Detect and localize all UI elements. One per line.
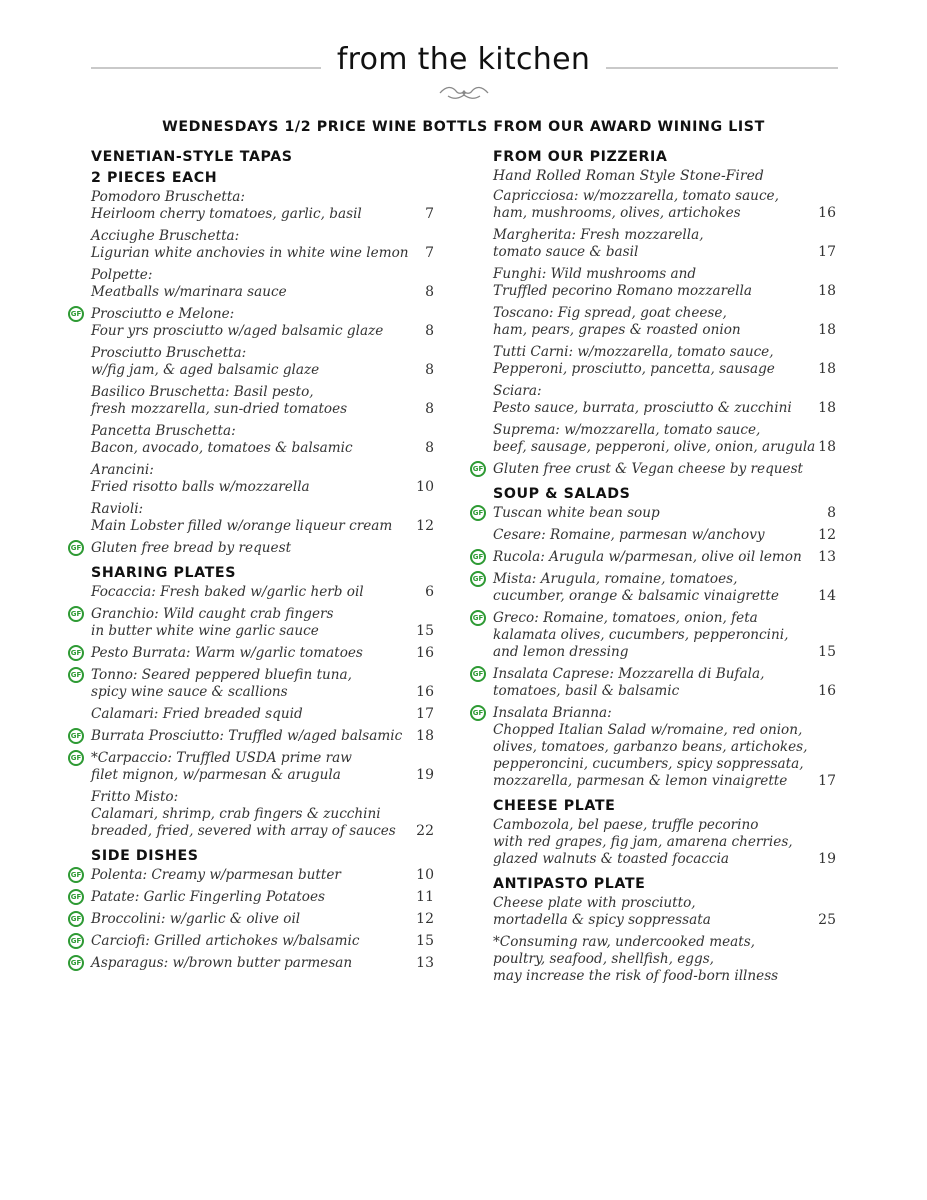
menu-item-text: filet mignon, w/parmesan & arugula: [91, 767, 341, 783]
gluten-free-badge-icon: GF: [470, 610, 486, 626]
menu-item: [68, 267, 440, 301]
menu-item-text: tomato sauce & basil: [493, 244, 639, 260]
menu-item-text: ham, pears, grapes & roasted onion: [493, 322, 741, 338]
menu-item: [68, 789, 440, 840]
gluten-free-badge-icon: GF: [68, 933, 84, 949]
menu-item-price: 13: [416, 955, 434, 971]
menu-item: [68, 462, 440, 496]
menu-item-price: 12: [818, 527, 836, 543]
menu-item: [68, 750, 440, 784]
menu-item-text: Pesto Burrata: Warm w/garlic tomatoes: [91, 645, 363, 661]
gluten-free-badge-icon: GF: [470, 666, 486, 682]
menu-item-price: 8: [827, 505, 836, 521]
menu-item-price: 13: [818, 549, 836, 565]
menu-item-price: 8: [425, 362, 434, 378]
menu-item-price: 12: [416, 518, 434, 534]
page-title: from the kitchen: [336, 42, 591, 77]
menu-item-text: Main Lobster filled w/orange liqueur cream: [91, 518, 393, 534]
gluten-free-badge-icon: GF: [470, 705, 486, 721]
menu-item-text: Carciofi: Grilled artichokes w/balsamic: [91, 933, 360, 949]
menu-item-text: Focaccia: Fresh baked w/garlic herb oil: [91, 584, 364, 600]
menu-item: [68, 889, 440, 906]
menu-item: [470, 505, 842, 522]
menu-item: [68, 706, 440, 723]
section-subtitle: Hand Rolled Roman Style Stone-Fired: [493, 168, 764, 184]
menu-item: [470, 344, 842, 378]
menu-item-price: 17: [818, 773, 836, 789]
menu-item-price: 8: [425, 323, 434, 339]
menu-item: [68, 345, 440, 379]
menu-item: [68, 728, 440, 745]
menu-item-text: Capricciosa: w/mozzarella, tomato sauce,: [493, 188, 779, 204]
menu-item: [470, 817, 842, 868]
menu-item: [470, 934, 842, 985]
menu-item: [470, 549, 842, 566]
gluten-free-badge-icon: GF: [68, 955, 84, 971]
section-heading-side-dishes: SIDE DISHES: [91, 848, 199, 864]
menu-item-price: 22: [416, 823, 434, 839]
gluten-free-badge-icon: GF: [68, 728, 84, 744]
menu-item: [470, 422, 842, 456]
menu-item-text: Margherita: Fresh mozzarella,: [493, 227, 704, 243]
menu-item-text: tomatoes, basil & balsamic: [493, 683, 680, 699]
menu-item-text: Arancini:: [91, 462, 154, 478]
menu-item-price: 18: [818, 439, 836, 455]
menu-item: [68, 584, 440, 601]
gluten-free-badge-icon: GF: [470, 571, 486, 587]
menu-item-text: glazed walnuts & toasted focaccia: [493, 851, 730, 867]
menu-item-text: w/fig jam, & aged balsamic glaze: [91, 362, 320, 378]
menu-item: [68, 867, 440, 884]
menu-item-text: Chopped Italian Salad w/romaine, red onion,: [493, 722, 803, 738]
menu-item-price: 12: [416, 911, 434, 927]
menu-item-price: 19: [818, 851, 836, 867]
menu-item-text: Prosciutto Bruschetta:: [91, 345, 247, 361]
menu-item-price: 6: [425, 584, 434, 600]
menu-item-text: ham, mushrooms, olives, artichokes: [493, 205, 741, 221]
menu-item-text: Patate: Garlic Fingerling Potatoes: [91, 889, 325, 905]
menu-item: [470, 461, 842, 478]
menu-item-text: Mista: Arugula, romaine, tomatoes,: [493, 571, 738, 587]
menu-item-text: kalamata olives, cucumbers, pepperoncini,: [493, 627, 789, 643]
menu-item-text: Ravioli:: [91, 501, 144, 517]
menu-item: [68, 645, 440, 662]
menu-item-text: Pomodoro Bruschetta:: [91, 189, 245, 205]
menu-item-price: 15: [416, 933, 434, 949]
menu-item: [470, 188, 842, 222]
menu-item-text: mortadella & spicy soppressata: [493, 912, 711, 928]
gluten-free-badge-icon: GF: [470, 505, 486, 521]
menu-item: [68, 189, 440, 223]
title-rule-right: [606, 67, 838, 69]
menu-item-text: in butter white wine garlic sauce: [91, 623, 319, 639]
menu-item-text: Heirloom cherry tomatoes, garlic, basil: [91, 206, 362, 222]
menu-item-text: Asparagus: w/brown butter parmesan: [91, 955, 353, 971]
menu-item: [470, 227, 842, 261]
menu-item: [470, 895, 842, 929]
menu-item: [68, 228, 440, 262]
menu-item-text: pepperoncini, cucumbers, spicy soppressata,: [493, 756, 804, 772]
menu-item-text: Basilico Bruschetta: Basil pesto,: [91, 384, 314, 400]
menu-item-price: 19: [416, 767, 434, 783]
menu-item-text: Pepperoni, prosciutto, pancetta, sausage: [493, 361, 775, 377]
menu-item-price: 7: [425, 245, 434, 261]
menu-item-text: Toscano: Fig spread, goat cheese,: [493, 305, 727, 321]
menu-item-text: olives, tomatoes, garbanzo beans, artichokes,: [493, 739, 808, 755]
menu-item-price: 15: [818, 644, 836, 660]
menu-item: [68, 933, 440, 950]
menu-item-text: Fried risotto balls w/mozzarella: [91, 479, 310, 495]
menu-item-price: 10: [416, 479, 434, 495]
menu-item-price: 17: [416, 706, 434, 722]
menu-item: [470, 527, 842, 544]
menu-item: [68, 540, 440, 557]
gluten-free-badge-icon: GF: [68, 867, 84, 883]
menu-item-text: Meatballs w/marinara sauce: [91, 284, 287, 300]
menu-item: [470, 266, 842, 300]
menu-item-text: with red grapes, fig jam, amarena cherries,: [493, 834, 793, 850]
menu-item-text: Cesare: Romaine, parmesan w/anchovy: [493, 527, 765, 543]
menu-item-text: Four yrs prosciutto w/aged balsamic glaze: [91, 323, 384, 339]
menu-item-text: Granchio: Wild caught crab fingers: [91, 606, 334, 622]
menu-item-text: Tuscan white bean soup: [493, 505, 660, 521]
menu-item-text: Greco: Romaine, tomatoes, onion, feta: [493, 610, 758, 626]
flourish-ornament-icon: [438, 84, 490, 102]
menu-item-text: Pancetta Bruschetta:: [91, 423, 236, 439]
gluten-free-badge-icon: GF: [68, 911, 84, 927]
menu-item: [470, 571, 842, 605]
promo-banner: WEDNESDAYS 1/2 PRICE WINE BOTTLS FROM OUR AWARD WINING LIST: [162, 119, 765, 135]
menu-item: [68, 667, 440, 701]
menu-item-text: Cambozola, bel paese, truffle pecorino: [493, 817, 759, 833]
menu-item-price: 8: [425, 401, 434, 417]
menu-item-price: 8: [425, 284, 434, 300]
menu-item-price: 14: [818, 588, 836, 604]
menu-item-text: Acciughe Bruschetta:: [91, 228, 240, 244]
left-column: [68, 147, 440, 977]
menu-item: [68, 306, 440, 340]
gluten-free-badge-icon: GF: [470, 461, 486, 477]
menu-item-price: 18: [818, 361, 836, 377]
gluten-free-badge-icon: GF: [68, 645, 84, 661]
menu-item: [68, 955, 440, 972]
gluten-free-badge-icon: GF: [470, 549, 486, 565]
menu-item: [470, 305, 842, 339]
menu-item-text: Pesto sauce, burrata, prosciutto & zucchini: [493, 400, 792, 416]
section-heading-from-our-pizzeria: FROM OUR PIZZERIA: [493, 149, 668, 165]
menu-item-text: Tonno: Seared peppered bluefin tuna,: [91, 667, 352, 683]
menu-item-text: Broccolini: w/garlic & olive oil: [91, 911, 301, 927]
menu-item-price: 17: [818, 244, 836, 260]
menu-item: [68, 501, 440, 535]
menu-item-text: Suprema: w/mozzarella, tomato sauce,: [493, 422, 761, 438]
menu-item-text: *Consuming raw, undercooked meats,: [493, 934, 755, 950]
menu-item-text: fresh mozzarella, sun-dried tomatoes: [91, 401, 348, 417]
section-heading-sharing-plates: SHARING PLATES: [91, 565, 237, 581]
menu-item-text: Insalata Caprese: Mozzarella di Bufala,: [493, 666, 765, 682]
menu-item: [470, 705, 842, 790]
menu-item-text: Rucola: Arugula w/parmesan, olive oil lemon: [493, 549, 802, 565]
menu-item-text: Truffled pecorino Romano mozzarella: [493, 283, 752, 299]
menu-item: [470, 383, 842, 417]
menu-item-text: Tutti Carni: w/mozzarella, tomato sauce,: [493, 344, 774, 360]
menu-item-text: and lemon dressing: [493, 644, 629, 660]
menu-item-price: 16: [818, 683, 836, 699]
menu-item-price: 18: [818, 283, 836, 299]
menu-item-price: 16: [416, 684, 434, 700]
menu-item-price: 25: [818, 912, 836, 928]
right-column: [470, 147, 842, 990]
menu-item-price: 15: [416, 623, 434, 639]
gluten-free-badge-icon: GF: [68, 540, 84, 556]
menu-item-price: 10: [416, 867, 434, 883]
gluten-free-badge-icon: GF: [68, 889, 84, 905]
menu-item-price: 8: [425, 440, 434, 456]
menu-item: [68, 384, 440, 418]
menu-item: [68, 606, 440, 640]
menu-item-text: poultry, seafood, shellfish, eggs,: [493, 951, 714, 967]
menu-item-text: Cheese plate with prosciutto,: [493, 895, 696, 911]
menu-item-text: Sciara:: [493, 383, 542, 399]
menu-item-text: mozzarella, parmesan & lemon vinaigrette: [493, 773, 788, 789]
gluten-free-badge-icon: GF: [68, 306, 84, 322]
menu-item-text: beef, sausage, pepperoni, olive, onion, arugula: [493, 439, 816, 455]
menu-item-price: 18: [416, 728, 434, 744]
menu-item-text: spicy wine sauce & scallions: [91, 684, 288, 700]
gluten-free-badge-icon: GF: [68, 606, 84, 622]
menu-item-price: 7: [425, 206, 434, 222]
menu-item-price: 18: [818, 322, 836, 338]
section-heading-2-pieces-each: 2 PIECES EACH: [91, 170, 218, 186]
menu-item-price: 16: [818, 205, 836, 221]
menu-item: [470, 610, 842, 661]
menu-item-text: Calamari, shrimp, crab fingers & zucchini: [91, 806, 381, 822]
menu-item-text: Prosciutto e Melone:: [91, 306, 235, 322]
menu-item-text: Gluten free bread by request: [91, 540, 292, 556]
menu-item-text: *Carpaccio: Truffled USDA prime raw: [91, 750, 352, 766]
menu-item-text: cucumber, orange & balsamic vinaigrette: [493, 588, 779, 604]
menu-item-text: Polenta: Creamy w/parmesan butter: [91, 867, 341, 883]
gluten-free-badge-icon: GF: [68, 667, 84, 683]
menu-item-text: Gluten free crust & Vegan cheese by request: [493, 461, 804, 477]
menu-item-text: Fritto Misto:: [91, 789, 179, 805]
section-heading-venetian-style-tapas: VENETIAN-STYLE TAPAS: [91, 149, 293, 165]
section-heading-cheese-plate: CHEESE PLATE: [493, 798, 616, 814]
menu-item-text: may increase the risk of food-born illness: [493, 968, 779, 984]
menu-item: [470, 666, 842, 700]
menu-item-text: Calamari: Fried breaded squid: [91, 706, 303, 722]
menu-item-text: Ligurian white anchovies in white wine lemon: [91, 245, 409, 261]
menu-item: [68, 423, 440, 457]
section-heading-soup-salads: SOUP & SALADS: [493, 486, 631, 502]
menu-item-text: breaded, fried, severed with array of sauces: [91, 823, 396, 839]
menu-item-text: Insalata Brianna:: [493, 705, 612, 721]
menu-item: [68, 911, 440, 928]
gluten-free-badge-icon: GF: [68, 750, 84, 766]
menu-item-price: 18: [818, 400, 836, 416]
menu-item-price: 16: [416, 645, 434, 661]
menu-item-text: Burrata Prosciutto: Truffled w/aged balsamic: [91, 728, 403, 744]
section-heading-antipasto-plate: ANTIPASTO PLATE: [493, 876, 646, 892]
menu-item-price: 11: [416, 889, 434, 905]
menu-item-text: Funghi: Wild mushrooms and: [493, 266, 697, 282]
menu-item-text: Bacon, avocado, tomatoes & balsamic: [91, 440, 353, 456]
menu-item-text: Polpette:: [91, 267, 153, 283]
